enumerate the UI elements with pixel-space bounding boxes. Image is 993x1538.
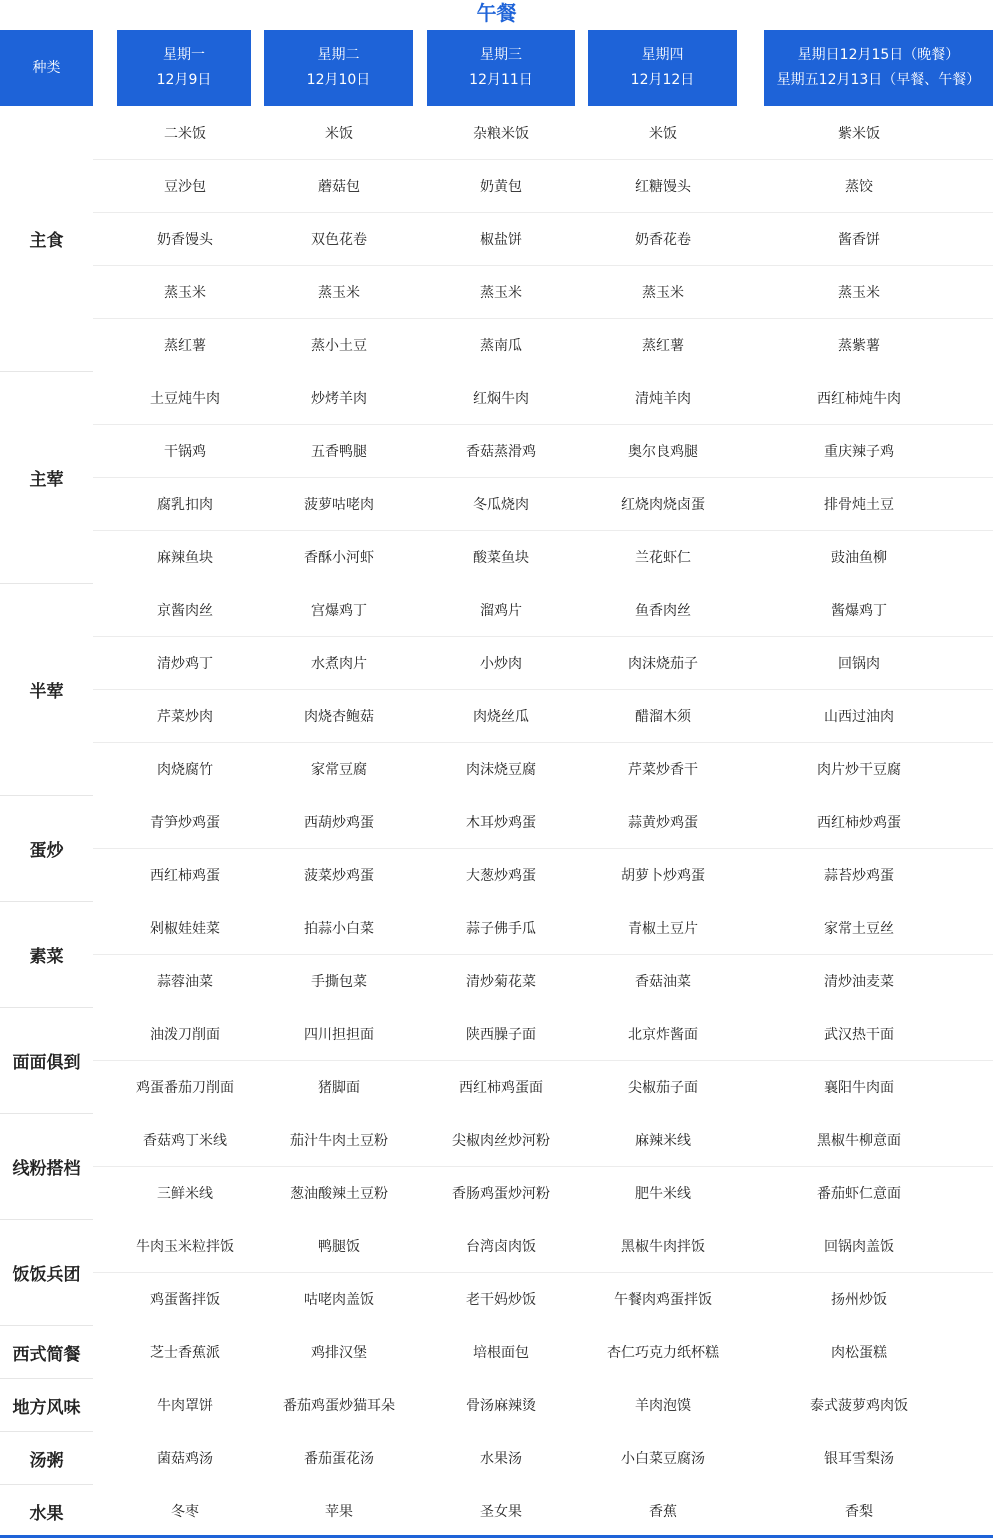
menu-item: 西红柿鸡蛋 <box>93 848 277 901</box>
menu-item: 番茄虾仁意面 <box>725 1166 993 1219</box>
menu-item: 麻辣米线 <box>635 1132 691 1149</box>
menu-item: 牛肉罩饼 <box>157 1397 213 1414</box>
day-header-weekday: 星期三 <box>480 47 522 63</box>
menu-item: 菠菜炒鸡蛋 <box>277 848 401 901</box>
menu-item: 鸡排汉堡 <box>311 1344 367 1361</box>
menu-item: 奶香馒头 <box>93 212 277 265</box>
menu-item: 酱香饼 <box>725 212 993 265</box>
menu-item: 蒸玉米 <box>401 265 601 318</box>
menu-item: 鸡蛋酱拌饭 <box>93 1272 277 1325</box>
menu-item: 红烧肉烧卤蛋 <box>601 477 725 530</box>
menu-item: 米饭 <box>325 125 353 142</box>
menu-item: 回锅肉盖饭 <box>824 1238 894 1255</box>
menu-item: 黑椒牛肉拌饭 <box>621 1238 705 1255</box>
menu-item: 回锅肉 <box>725 636 993 689</box>
menu-item: 小白菜豆腐汤 <box>621 1450 705 1467</box>
day-header-weekday: 星期二 <box>317 47 360 63</box>
menu-item: 西红柿炒鸡蛋 <box>817 814 901 831</box>
menu-item: 五香鸭腿 <box>277 424 401 477</box>
menu-item: 剁椒娃娃菜 <box>150 920 220 937</box>
menu-item: 香梨 <box>845 1503 873 1520</box>
menu-item: 鸭腿饭 <box>318 1238 360 1255</box>
menu-item: 土豆炖牛肉 <box>150 390 220 407</box>
menu-item: 油泼刀削面 <box>150 1026 220 1043</box>
menu-item: 苹果 <box>325 1503 353 1520</box>
day-header-date: 星期五12月13日（早餐、午餐） <box>776 72 981 88</box>
day-header-wed <box>427 30 575 106</box>
menu-item: 蒸南瓜 <box>401 318 601 371</box>
page-title: 午餐 <box>476 1 517 25</box>
menu-item: 奶黄包 <box>401 159 601 212</box>
menu-item: 奥尔良鸡腿 <box>601 424 725 477</box>
menu-item: 鸡蛋番茄刀削面 <box>93 1060 277 1113</box>
menu-item: 陕西臊子面 <box>466 1026 536 1043</box>
menu-item: 老干妈炒饭 <box>401 1272 601 1325</box>
menu-item: 红焖牛肉 <box>473 390 529 407</box>
menu-item: 水煮肉片 <box>277 636 401 689</box>
menu-item: 茄汁牛肉土豆粉 <box>290 1132 388 1149</box>
menu-item: 蒸玉米 <box>601 265 725 318</box>
menu-item: 小炒肉 <box>401 636 601 689</box>
menu-item: 溜鸡片 <box>480 602 522 619</box>
category-label: 面面俱到 <box>0 1007 93 1113</box>
menu-item: 菠萝咕咾肉 <box>277 477 401 530</box>
day-header-date: 12月9日 <box>156 72 212 88</box>
menu-item: 肉烧腐竹 <box>93 742 277 795</box>
menu-item: 椒盐饼 <box>401 212 601 265</box>
menu-item: 武汉热干面 <box>824 1026 894 1043</box>
menu-item: 清炒油麦菜 <box>725 954 993 1007</box>
menu-item: 蒜黄炒鸡蛋 <box>628 814 698 831</box>
menu-item: 腐乳扣肉 <box>93 477 277 530</box>
menu-item: 干锅鸡 <box>93 424 277 477</box>
menu-item: 圣女果 <box>480 1503 522 1520</box>
menu-item: 芹菜炒肉 <box>93 689 277 742</box>
menu-item: 香菇油菜 <box>601 954 725 1007</box>
day-header-tue <box>264 30 413 106</box>
menu-item: 尖椒茄子面 <box>601 1060 725 1113</box>
menu-item: 双色花卷 <box>277 212 401 265</box>
menu-item: 蒸饺 <box>725 159 993 212</box>
menu-item: 香菇鸡丁米线 <box>143 1132 227 1149</box>
menu-item: 番茄鸡蛋炒猫耳朵 <box>283 1397 395 1414</box>
menu-item: 四川担担面 <box>304 1026 374 1043</box>
menu-item: 肉沫烧豆腐 <box>401 742 601 795</box>
menu-item: 木耳炒鸡蛋 <box>466 814 536 831</box>
category-header-label: 种类 <box>32 59 61 76</box>
menu-item: 西葫炒鸡蛋 <box>304 814 374 831</box>
category-label: 蛋炒 <box>0 795 93 901</box>
menu-item: 青椒土豆片 <box>628 920 698 937</box>
menu-item: 家常土豆丝 <box>824 920 894 937</box>
day-header-thu <box>588 30 737 106</box>
menu-item: 北京炸酱面 <box>628 1026 698 1043</box>
menu-item: 肥牛米线 <box>601 1166 725 1219</box>
menu-item: 肉烧杏鲍菇 <box>277 689 401 742</box>
menu-item: 咕咾肉盖饭 <box>277 1272 401 1325</box>
menu-item: 骨汤麻辣烫 <box>466 1397 536 1414</box>
menu-item: 西红柿鸡蛋面 <box>401 1060 601 1113</box>
category-label: 饭饭兵团 <box>0 1219 93 1325</box>
menu-item: 醋溜木须 <box>601 689 725 742</box>
menu-item: 番茄蛋花汤 <box>304 1450 374 1467</box>
menu-item: 泰式菠萝鸡肉饭 <box>810 1397 908 1414</box>
menu-item: 香肠鸡蛋炒河粉 <box>401 1166 601 1219</box>
menu-item: 蒸小土豆 <box>277 318 401 371</box>
category-label: 线粉搭档 <box>0 1113 93 1219</box>
category-label: 西式简餐 <box>0 1325 93 1378</box>
menu-item: 京酱肉丝 <box>157 602 213 619</box>
menu-item: 红糖馒头 <box>601 159 725 212</box>
menu-item: 豉油鱼柳 <box>725 530 993 583</box>
menu-item: 蒸玉米 <box>725 265 993 318</box>
menu-item: 冬枣 <box>171 1503 199 1520</box>
menu-item: 水果汤 <box>480 1450 522 1467</box>
menu-item: 香蕉 <box>649 1503 677 1520</box>
menu-item: 宫爆鸡丁 <box>311 602 367 619</box>
day-header-weekday: 星期日12月15日（晚餐） <box>797 47 960 63</box>
menu-item: 香菇蒸滑鸡 <box>401 424 601 477</box>
menu-item: 羊肉泡馍 <box>635 1397 691 1414</box>
menu-item: 蒜蓉油菜 <box>93 954 277 1007</box>
menu-item: 牛肉玉米粒拌饭 <box>136 1238 234 1255</box>
menu-item: 蒸玉米 <box>277 265 401 318</box>
category-label: 半荤 <box>0 583 93 795</box>
menu-item: 襄阳牛肉面 <box>725 1060 993 1113</box>
menu-item: 黑椒牛柳意面 <box>817 1132 901 1149</box>
menu-item: 肉片炒干豆腐 <box>725 742 993 795</box>
day-header-weekend <box>764 30 993 106</box>
menu-item: 排骨炖土豆 <box>725 477 993 530</box>
menu-item: 家常豆腐 <box>277 742 401 795</box>
menu-item: 蘑菇包 <box>277 159 401 212</box>
menu-item: 冬瓜烧肉 <box>401 477 601 530</box>
category-label: 地方风味 <box>0 1378 93 1431</box>
menu-item: 午餐肉鸡蛋拌饭 <box>601 1272 725 1325</box>
category-label: 素菜 <box>0 901 93 1007</box>
menu-item: 麻辣鱼块 <box>93 530 277 583</box>
menu-item: 山西过油肉 <box>725 689 993 742</box>
menu-item: 青笋炒鸡蛋 <box>150 814 220 831</box>
menu-item: 拍蒜小白菜 <box>304 920 374 937</box>
menu-item: 胡萝卜炒鸡蛋 <box>601 848 725 901</box>
menu-item: 培根面包 <box>473 1344 529 1361</box>
menu-item: 清炖羊肉 <box>635 390 691 407</box>
menu-item: 兰花虾仁 <box>601 530 725 583</box>
menu-item: 杏仁巧克力纸杯糕 <box>607 1344 719 1361</box>
menu-table <box>0 106 993 1536</box>
menu-item: 清炒菊花菜 <box>401 954 601 1007</box>
menu-item: 手撕包菜 <box>277 954 401 1007</box>
menu-item: 大葱炒鸡蛋 <box>401 848 601 901</box>
menu-item: 香酥小河虾 <box>277 530 401 583</box>
menu-item: 奶香花卷 <box>601 212 725 265</box>
category-label: 汤粥 <box>0 1431 93 1484</box>
menu-item: 蒸红薯 <box>93 318 277 371</box>
menu-item: 菌菇鸡汤 <box>157 1450 213 1467</box>
day-header-mon <box>117 30 251 106</box>
menu-item: 清炒鸡丁 <box>93 636 277 689</box>
menu-item: 扬州炒饭 <box>725 1272 993 1325</box>
menu-item: 炒烤羊肉 <box>311 390 367 407</box>
menu-item: 酸菜鱼块 <box>401 530 601 583</box>
category-label: 主荤 <box>0 371 93 583</box>
menu-item: 三鲜米线 <box>93 1166 277 1219</box>
category-label: 水果 <box>0 1484 93 1537</box>
day-header-weekday: 星期一 <box>163 47 205 63</box>
menu-item: 鱼香肉丝 <box>635 602 691 619</box>
menu-item: 猪脚面 <box>277 1060 401 1113</box>
menu-item: 尖椒肉丝炒河粉 <box>452 1132 550 1149</box>
day-header-date: 12月10日 <box>306 72 371 88</box>
day-header-date: 12月11日 <box>469 72 533 88</box>
menu-item: 豆沙包 <box>93 159 277 212</box>
menu-item: 二米饭 <box>164 125 206 142</box>
menu-item: 米饭 <box>649 125 677 142</box>
day-header-weekday: 星期四 <box>641 47 684 63</box>
menu-item: 西红柿炖牛肉 <box>817 390 901 407</box>
menu-item: 蒸玉米 <box>93 265 277 318</box>
menu-item: 紫米饭 <box>838 125 880 142</box>
menu-item: 蒜子佛手瓜 <box>466 920 536 937</box>
menu-item: 蒸紫薯 <box>725 318 993 371</box>
menu-item: 酱爆鸡丁 <box>831 602 887 619</box>
menu-item: 芹菜炒香干 <box>601 742 725 795</box>
menu-item: 芝士香蕉派 <box>150 1344 220 1361</box>
menu-item: 蒜苔炒鸡蛋 <box>725 848 993 901</box>
category-header <box>0 30 93 106</box>
category-label: 主食 <box>29 231 64 251</box>
menu-item: 肉沫烧茄子 <box>601 636 725 689</box>
menu-item: 重庆辣子鸡 <box>725 424 993 477</box>
menu-item: 台湾卤肉饭 <box>466 1238 536 1255</box>
menu-item: 银耳雪梨汤 <box>824 1450 894 1467</box>
day-header-date: 12月12日 <box>630 72 695 88</box>
menu-item: 肉松蛋糕 <box>831 1344 887 1361</box>
menu-item: 肉烧丝瓜 <box>401 689 601 742</box>
menu-item: 蒸红薯 <box>601 318 725 371</box>
menu-item: 葱油酸辣土豆粉 <box>277 1166 401 1219</box>
menu-item: 杂粮米饭 <box>473 125 529 142</box>
